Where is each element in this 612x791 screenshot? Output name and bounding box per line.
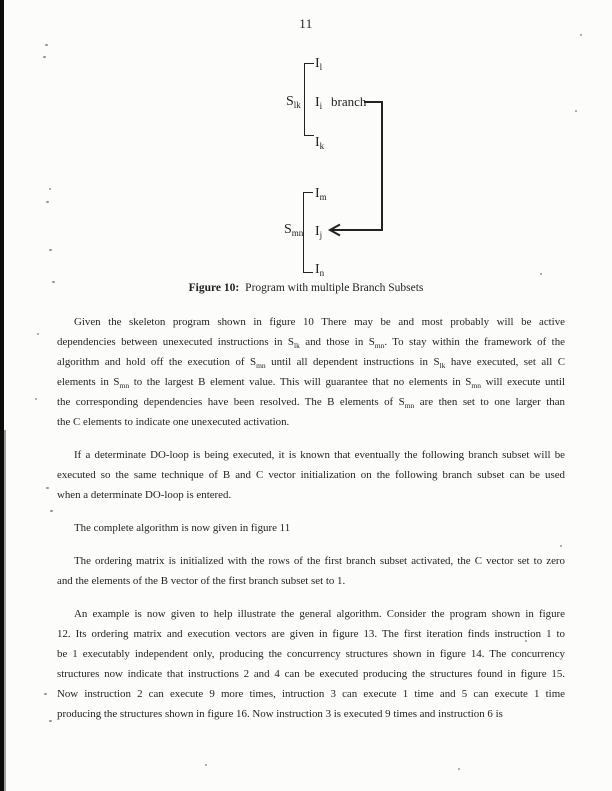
branch-label: branch — [331, 94, 367, 109]
paragraph — [57, 604, 565, 724]
subset2-top-instruction: $I_m$ — [315, 186, 327, 202]
subset2-bracket — [303, 192, 313, 273]
text-line: An example is now given to help illustrate the general algorithm. Consider the program shown in figure — [74, 608, 565, 620]
scan-speck — [49, 720, 52, 722]
page-number: 11 — [299, 16, 313, 31]
text-line: producing the structures shown in figure 16. Now instruction 3 is executed 9 times and instruction 6 is — [57, 708, 503, 720]
body-text — [57, 312, 565, 737]
subset2-mid-instruction: $I_j$ — [315, 224, 323, 240]
paragraph — [57, 312, 565, 432]
subset1-mid-instruction: $I_i$ — [315, 95, 323, 111]
scan-speck — [46, 487, 49, 489]
text-line: structures now indicate that instructions 2 and 4 can be executed producing the structures found in figure 15. — [57, 668, 565, 680]
figure-10-diagram — [0, 0, 612, 300]
text-line: The ordering matrix is initialized with the rows of the first branch subset activated, the C vector set to zero — [74, 555, 565, 567]
scan-speck — [458, 768, 460, 770]
text-line: Now instruction 2 can execute 9 more times, intruction 3 can execute 1 time and 5 can execute 1 time — [57, 688, 565, 700]
text-line: elements in $S_{mn}$ to the largest B element value. This will guarantee that no elements in $S_{mn}$ will execute until — [57, 376, 565, 390]
figure-caption — [52, 282, 560, 294]
text-line: 12. Its ordering matrix and execution vectors are given in figure 13. The first iteration finds instruction 1 to — [57, 628, 565, 640]
scan-edge-fuzz — [4, 430, 6, 791]
text-line: executed so the same technique of B and C vector initialization on the following branch subset can be used — [57, 469, 565, 481]
text-line: dependencies between unexecuted instructions in $S_{lk}$ and those in $S_{mn}$. To stay within the framework of the — [57, 336, 565, 350]
figure-caption-text: Program with multiple Branch Subsets — [245, 282, 424, 294]
text-line: If a determinate DO-loop is being executed, it is known that eventually the following branch subset will be — [74, 449, 565, 461]
subset1-top-instruction: $I_l$ — [315, 56, 323, 72]
text-line: the corresponding dependencies have been resolved. The B elements of $S_{mn}$ are then set to one larger than — [57, 396, 566, 410]
scan-speck — [35, 398, 37, 400]
text-line: be 1 executably independent only, producing the concurrency structures shown in figure 14. The concurrency — [57, 648, 565, 660]
figure-caption-label: Figure 10: — [188, 282, 240, 294]
subset1-bottom-instruction: $I_k$ — [315, 135, 325, 151]
scan-speck — [37, 333, 39, 335]
subset2-label: $S_{mn}$ — [284, 222, 304, 238]
text-line: and the elements of the B vector of the first branch subset set to 1. — [57, 575, 346, 587]
branch-arrow-connector — [280, 55, 400, 240]
scan-speck — [50, 510, 53, 512]
paragraph — [57, 551, 565, 591]
text-line: the C elements to indicate one unexecuted activation. — [57, 416, 290, 428]
text-line: algorithm and hold off the execution of $S_{mn}$ until all dependent instructions in $S_{lk}$ have executed, set all C — [57, 356, 566, 370]
scan-speck — [44, 693, 47, 695]
text-line: The complete algorithm is now given in figure 11 — [74, 522, 291, 534]
paragraph — [57, 445, 565, 505]
paragraph — [57, 518, 565, 538]
subset1-label: $S_{lk}$ — [286, 94, 301, 110]
scan-speck — [205, 764, 207, 766]
subset2-bottom-instruction: $I_n$ — [315, 262, 325, 278]
text-line: Given the skeleton program shown in figure 10 There may be and most probably will be active — [74, 316, 565, 328]
text-line: when a determinate DO-loop is entered. — [57, 489, 232, 501]
